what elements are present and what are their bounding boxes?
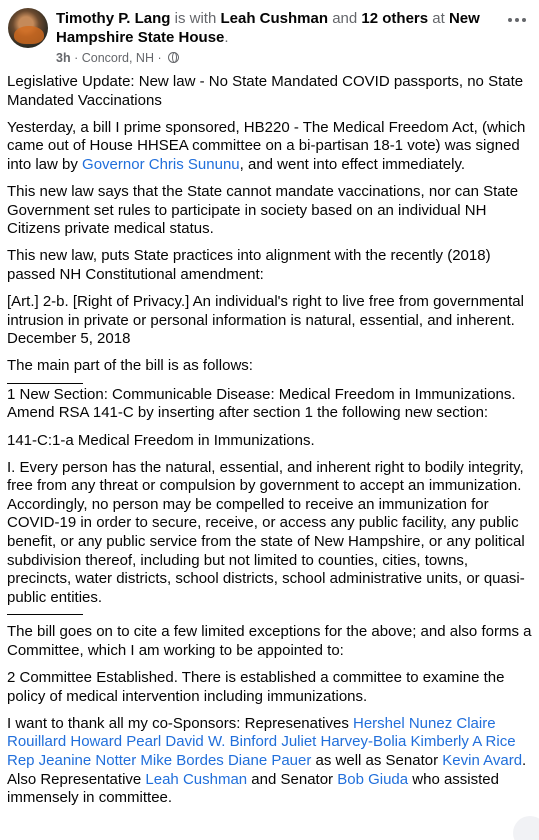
post-paragraph: 141-C:1-a Medical Freedom in Immunizations.: [7, 431, 315, 449]
post-body: [7, 73, 532, 816]
timestamp[interactable]: 3h: [56, 51, 71, 65]
post-paragraph: This new law says that the State cannot mandate vaccinations, nor can State Government set rules to participate in society based on an individual NH Citizens private medical status.: [7, 182, 519, 238]
scroll-indicator: [513, 816, 539, 840]
divider-line: [7, 376, 83, 384]
post-header: [8, 8, 531, 68]
mention-link[interactable]: Rep Jeanine Notter: [7, 751, 137, 769]
mention-link[interactable]: Juliet Harvey-Bolia: [281, 733, 407, 751]
mention-link[interactable]: David W. Binford: [165, 733, 278, 751]
tagged-person[interactable]: Leah Cushman: [220, 10, 329, 27]
place-period: .: [224, 29, 229, 46]
mention-link[interactable]: Bob Giuda: [337, 770, 409, 788]
mention-link[interactable]: Hershel Nunez: [353, 714, 453, 732]
post-paragraph: The main part of the bill is as follows:: [7, 357, 253, 375]
post-paragraph: This new law, puts State practices into alignment with the recently (2018) passed NH Constitutional amendment:: [7, 247, 491, 283]
at-text: at: [432, 10, 445, 27]
mention-link[interactable]: Diane Pauer: [227, 751, 312, 769]
mention-link[interactable]: Leah Cushman: [145, 770, 248, 788]
author-name[interactable]: Timothy P. Lang: [56, 10, 171, 27]
divider-line: [7, 607, 83, 615]
others-link[interactable]: 12 others: [361, 10, 429, 27]
avatar[interactable]: [8, 8, 48, 48]
mention-link[interactable]: Mike Bordes: [140, 751, 224, 769]
globe-icon[interactable]: [168, 52, 179, 63]
post-paragraph: Legislative Update: New law - No State Mandated COVID passports, no State Mandated Vaccinations: [7, 73, 524, 109]
meta-separator: ·: [74, 51, 79, 65]
mention-link[interactable]: Governor Chris Sununu: [82, 155, 240, 173]
post-meta: [56, 50, 179, 66]
mention-link[interactable]: Howard Pearl: [70, 733, 162, 751]
and-text: and: [332, 10, 358, 27]
post-paragraph: Yesterday, a bill I prime sponsored, HB220 - The Medical Freedom Act, (which came out of House HHSEA committee on a bi-partisan 18-1 vote) was signed into law by Governor Chris Sununu, and went into effect immediately.: [7, 118, 526, 173]
post-paragraph: I. Every person has the natural, essential, and inherent right to bodily integrity, free from any threat or compulsion by government to accept an immunization. Accordingly, no person may be compelled to receive an immunization for COVID-19 in order to secure, receive, or access any public facility, any public benefit, or any public service from the state of New Hampshire, or any political subdivision thereof, including but not limited to counties, cities, towns, precincts, water districts, school districts, school administrative units, or quasi-public entities.: [7, 458, 525, 606]
location[interactable]: Concord, NH: [81, 51, 154, 65]
mention-link[interactable]: Kimberly A Rice: [410, 733, 516, 751]
post-paragraph: 2 Committee Established. There is established a committee to examine the policy of medical intervention including immunizations.: [7, 669, 505, 705]
post-paragraph: I want to thank all my co-Sponsors: Represenatives Hershel Nunez Claire Rouillard Howard Pearl David W. Binford Juliet Harvey-Bolia Kimberly A Rice Rep Jeanine Notter Mike Bordes Diane Pauer as well as Senator Kevin Avard. Also Representative Leah Cushman and Senator Bob Giuda who assisted immensely in committee.: [7, 714, 527, 807]
more-options-icon[interactable]: [505, 14, 529, 26]
mention-link[interactable]: Kevin Avard: [442, 751, 523, 769]
meta-separator-2: ·: [157, 51, 162, 65]
is-with-text: is with: [174, 10, 217, 27]
place-link[interactable]: New Hampshire State House: [56, 10, 480, 46]
post-paragraph: The bill goes on to cite a few limited exceptions for the above; and also forms a Committee, which I am working to be appointed to:: [7, 623, 532, 659]
author-line: [56, 9, 486, 47]
mention-link[interactable]: Claire Rouillard: [7, 714, 496, 751]
post-paragraph: 1 New Section: Communicable Disease: Medical Freedom in Immunizations. Amend RSA 141-C by inserting after section 1 the following new section:: [7, 385, 516, 422]
post-paragraph: [Art.] 2-b. [Right of Privacy.] An individual's right to live free from governmental intrusion in private or personal information is natural, essential, and inherent. December 5, 2018: [7, 292, 524, 348]
